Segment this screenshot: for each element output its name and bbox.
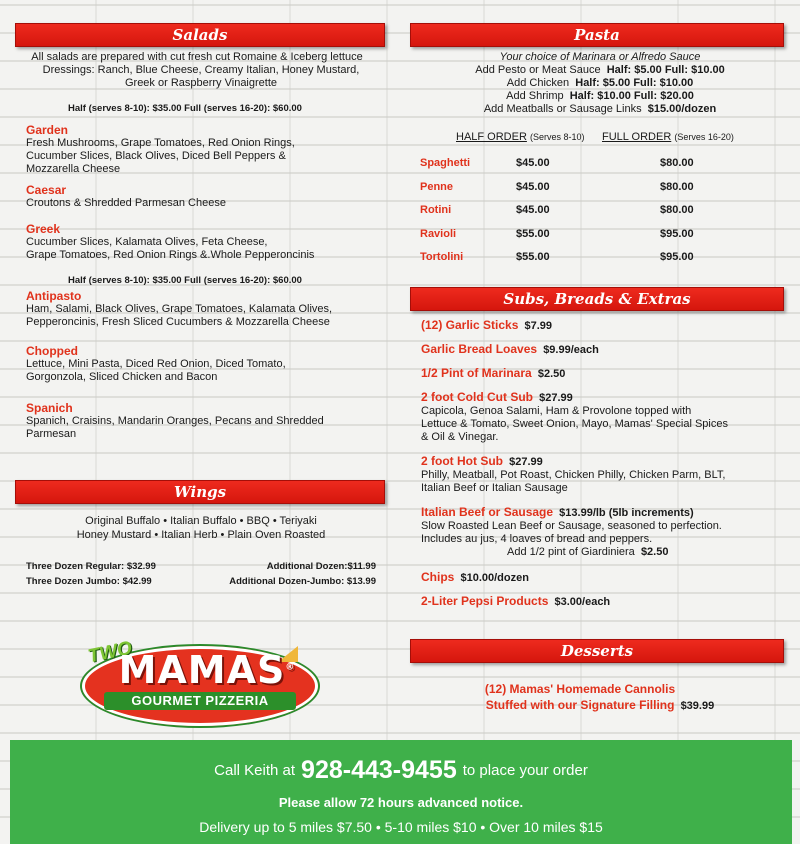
pasta-sauce-choice: Your choice of Marinara or Alfredo Sauce: [499, 51, 701, 63]
salad-desc: Spanich, Craisins, Mandarin Oranges, Pecans and Shredded: [26, 415, 324, 427]
pasta-addon-shrimp: Add Shrimp Half: $10.00 Full: $20.00: [506, 90, 694, 102]
salad-desc: Parmesan: [26, 428, 77, 440]
salad-desc: Cucumber Slices, Kalamata Olives, Feta Cheese,: [26, 236, 268, 248]
pasta-row: Tortolini $55.00 $95.00: [420, 251, 694, 264]
salad-spanich: [26, 402, 376, 441]
desserts-section: [420, 683, 780, 713]
salad-chopped: [26, 345, 376, 384]
pasta-row: Spaghetti $45.00 $80.00: [420, 157, 694, 170]
salad-garden: [26, 124, 376, 176]
subs-section: [421, 319, 786, 609]
logo-two-text: TWO: [86, 637, 134, 668]
marinara-item: 1/2 Pint of Marinara $2.50: [421, 366, 566, 380]
phone-number[interactable]: 928-443-9455: [301, 756, 457, 784]
salad-name: Antipasto: [26, 289, 82, 303]
order-footer: [10, 740, 792, 844]
salad-desc: Mozzarella Cheese: [26, 163, 121, 175]
wings-additional-dozen: Additional Dozen:$11.99: [266, 561, 376, 572]
salad-desc: Ham, Salami, Black Olives, Grape Tomatoes, Kalamata Olives,: [26, 303, 333, 315]
salad-name: Garden: [26, 123, 69, 137]
hot-sub-item: 2 foot Hot Sub $27.99 Philly, Meatball, Pot Roast, Chicken Philly, Chicken Parm, BLT, Italian Beef or Italian Sausage: [421, 454, 726, 494]
pasta-addon-pesto: Add Pesto or Meat Sauce Half: $5.00 Full: $10.00: [475, 64, 725, 76]
chips-item: Chips $10.00/dozen: [421, 570, 529, 584]
garlic-sticks-item: (12) Garlic Sticks $7.99: [421, 318, 553, 332]
wings-additional-jumbo: Additional Dozen-Jumbo: $13.99: [229, 576, 376, 587]
wings-section: [26, 515, 376, 588]
logo-mamas-text: MAMAS®: [118, 648, 296, 692]
pasta-row: Penne $45.00 $80.00: [420, 180, 694, 193]
salad-desc: Grape Tomatoes, Red Onion Rings &.Whole Pepperoncinis: [26, 249, 315, 261]
salads-section: [26, 51, 376, 441]
garlic-bread-item: Garlic Bread Loaves $9.99/each: [421, 342, 599, 356]
dessert-line-2: Stuffed with our Signature Filling $39.99: [485, 698, 715, 712]
pasta-table: [420, 152, 780, 270]
salad-desc: Cucumber Slices, Black Olives, Diced Bell Peppers &: [26, 150, 286, 162]
wings-three-regular: Three Dozen Regular: $32.99: [26, 561, 156, 572]
salad-desc: Lettuce, Mini Pasta, Diced Red Onion, Diced Tomato,: [26, 358, 286, 370]
pasta-table-header: [420, 131, 780, 144]
dessert-line-1: (12) Mamas' Homemade Cannolis: [484, 682, 676, 696]
pasta-row: Rotini $45.00 $80.00: [420, 204, 694, 217]
salad-desc: Pepperoncinis, Fresh Sliced Cucumbers & Mozzarella Cheese: [26, 316, 330, 328]
wings-price-row-2: [26, 575, 376, 588]
salad-desc: Fresh Mushrooms, Grape Tomatoes, Red Onion Rings,: [26, 137, 295, 149]
call-line: Call Keith at 928-443-9455 to place your order: [214, 756, 588, 784]
salads-pricing-2: Half (serves 8-10): $35.00 Full (serves 16-20): $60.00: [68, 275, 302, 286]
salad-greek: [26, 223, 376, 262]
salad-desc: Gorgonzola, Sliced Chicken and Bacon: [26, 371, 218, 383]
logo-subtitle: GOURMET PIZZERIA: [104, 692, 296, 710]
pasta-addon-meatballs: Add Meatballs or Sausage Links $15.00/dozen: [483, 103, 717, 115]
wings-flavors-1: Original Buffalo • Italian Buffalo • BBQ • Teriyaki: [85, 515, 317, 527]
salad-name: Chopped: [26, 344, 78, 358]
salads-dressings-1: Dressings: Ranch, Blue Cheese, Creamy Italian, Honey Mustard,: [42, 64, 360, 76]
two-mamas-logo: [82, 637, 318, 726]
salad-name: Greek: [26, 222, 61, 236]
salad-desc: Croutons & Shredded Parmesan Cheese: [26, 197, 226, 209]
italian-beef-item: Italian Beef or Sausage $13.99/lb (5lb increments) Slow Roasted Lean Beef or Sausage, seasoned to perfection. Includes au jus, 4 loaves of bread and peppers. Add 1/2 pint of Giardiniera $2.50: [421, 505, 722, 558]
full-order-header: FULL ORDER (Serves 16-20): [602, 131, 734, 143]
wings-price-row-1: [26, 560, 376, 573]
wings-three-jumbo: Three Dozen Jumbo: $42.99: [26, 576, 152, 587]
salads-banner: Salads: [15, 23, 385, 47]
notice-line: Please allow 72 hours advanced notice.: [278, 795, 524, 810]
salad-antipasto: [26, 290, 376, 329]
wings-flavors-2: Honey Mustard • Italian Herb • Plain Oven Roasted: [76, 529, 326, 541]
pasta-banner: Pasta: [410, 23, 784, 47]
cold-sub-item: 2 foot Cold Cut Sub $27.99 Capicola, Genoa Salami, Ham & Provolone topped with Lettuce & Tomato, Sweet Onion, Mayo, Mamas' Special Spices & Oil & Vinegar.: [421, 390, 728, 443]
pepsi-item: 2-Liter Pepsi Products $3.00/each: [421, 594, 611, 608]
salads-dressings-2: Greek or Raspberry Vinaigrette: [124, 77, 278, 89]
delivery-line: Delivery up to 5 miles $7.50 • 5-10 miles $10 • Over 10 miles $15: [199, 819, 603, 835]
subs-banner: Subs, Breads & Extras: [410, 287, 784, 311]
half-order-header: HALF ORDER (Serves 8-10): [456, 131, 585, 143]
salads-intro: All salads are prepared with cut fresh cut Romaine & Iceberg lettuce: [31, 51, 363, 63]
salad-caesar: [26, 184, 376, 210]
salad-name: Caesar: [26, 183, 67, 197]
pasta-section: [420, 51, 780, 270]
pasta-row: Ravioli $55.00 $95.00: [420, 227, 694, 240]
salads-pricing: Half (serves 8-10): $35.00 Full (serves 16-20): $60.00: [68, 103, 302, 114]
salad-name: Spanich: [26, 401, 73, 415]
desserts-banner: Desserts: [410, 639, 784, 663]
wings-banner: Wings: [15, 480, 385, 504]
pasta-addon-chicken: Add Chicken Half: $5.00 Full: $10.00: [506, 77, 694, 89]
